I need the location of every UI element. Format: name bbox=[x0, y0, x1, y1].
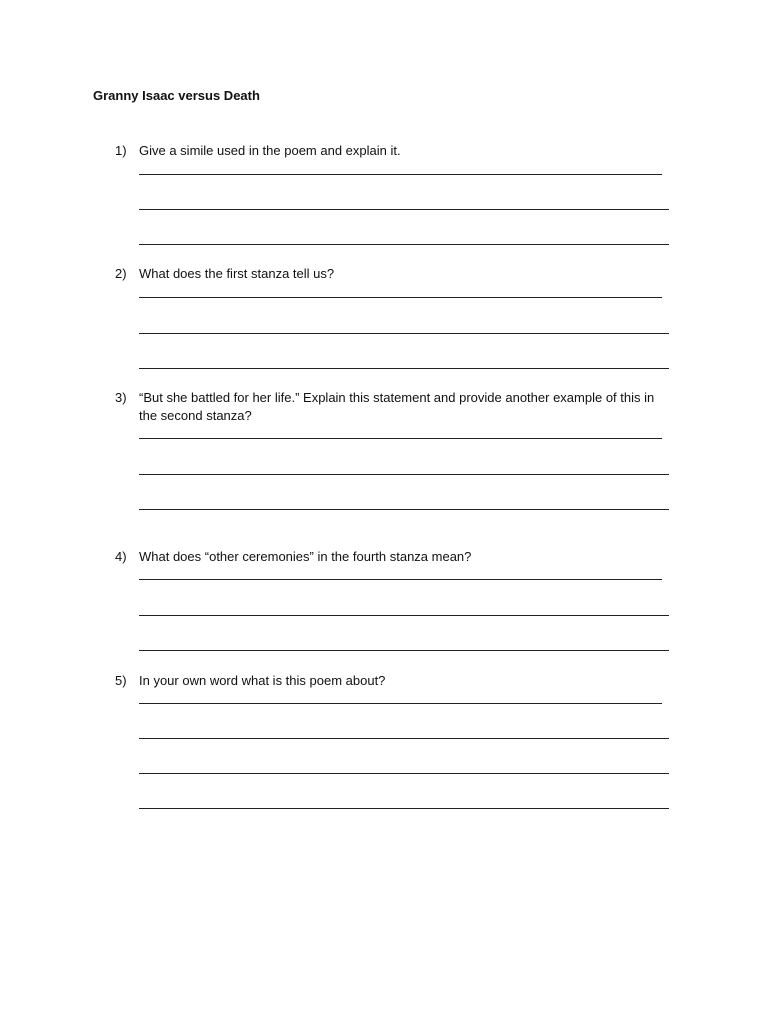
answer-line[interactable] bbox=[139, 615, 669, 616]
answer-line[interactable] bbox=[139, 438, 662, 439]
answer-line[interactable] bbox=[139, 579, 662, 580]
question-number: 1) bbox=[115, 143, 127, 158]
question-text: Give a simile used in the poem and explain it. bbox=[139, 143, 401, 158]
answer-line[interactable] bbox=[139, 297, 662, 298]
answer-line[interactable] bbox=[139, 509, 669, 510]
question-text: What does the first stanza tell us? bbox=[139, 266, 335, 281]
answer-line[interactable] bbox=[139, 174, 662, 175]
question-text: What does “other ceremonies” in the fourth stanza mean? bbox=[139, 549, 472, 564]
question-number: 2) bbox=[115, 266, 127, 281]
answer-line[interactable] bbox=[139, 474, 669, 475]
answer-line[interactable] bbox=[139, 244, 669, 245]
answer-line[interactable] bbox=[139, 650, 669, 651]
question-number: 3) bbox=[115, 390, 127, 405]
question-text: In your own word what is this poem about? bbox=[139, 673, 386, 688]
answer-line[interactable] bbox=[139, 333, 669, 334]
answer-line[interactable] bbox=[139, 808, 669, 809]
answer-line[interactable] bbox=[139, 368, 669, 369]
question-number: 5) bbox=[115, 673, 127, 688]
answer-line[interactable] bbox=[139, 773, 669, 774]
question-text: “But she battled for her life.” Explain this statement and provide another example of this in the second stanza? bbox=[139, 390, 655, 423]
answer-line[interactable] bbox=[139, 209, 669, 210]
question-number: 4) bbox=[115, 549, 127, 564]
answer-line[interactable] bbox=[139, 703, 662, 704]
answer-line[interactable] bbox=[139, 738, 669, 739]
worksheet-title: Granny Isaac versus Death bbox=[93, 88, 260, 103]
